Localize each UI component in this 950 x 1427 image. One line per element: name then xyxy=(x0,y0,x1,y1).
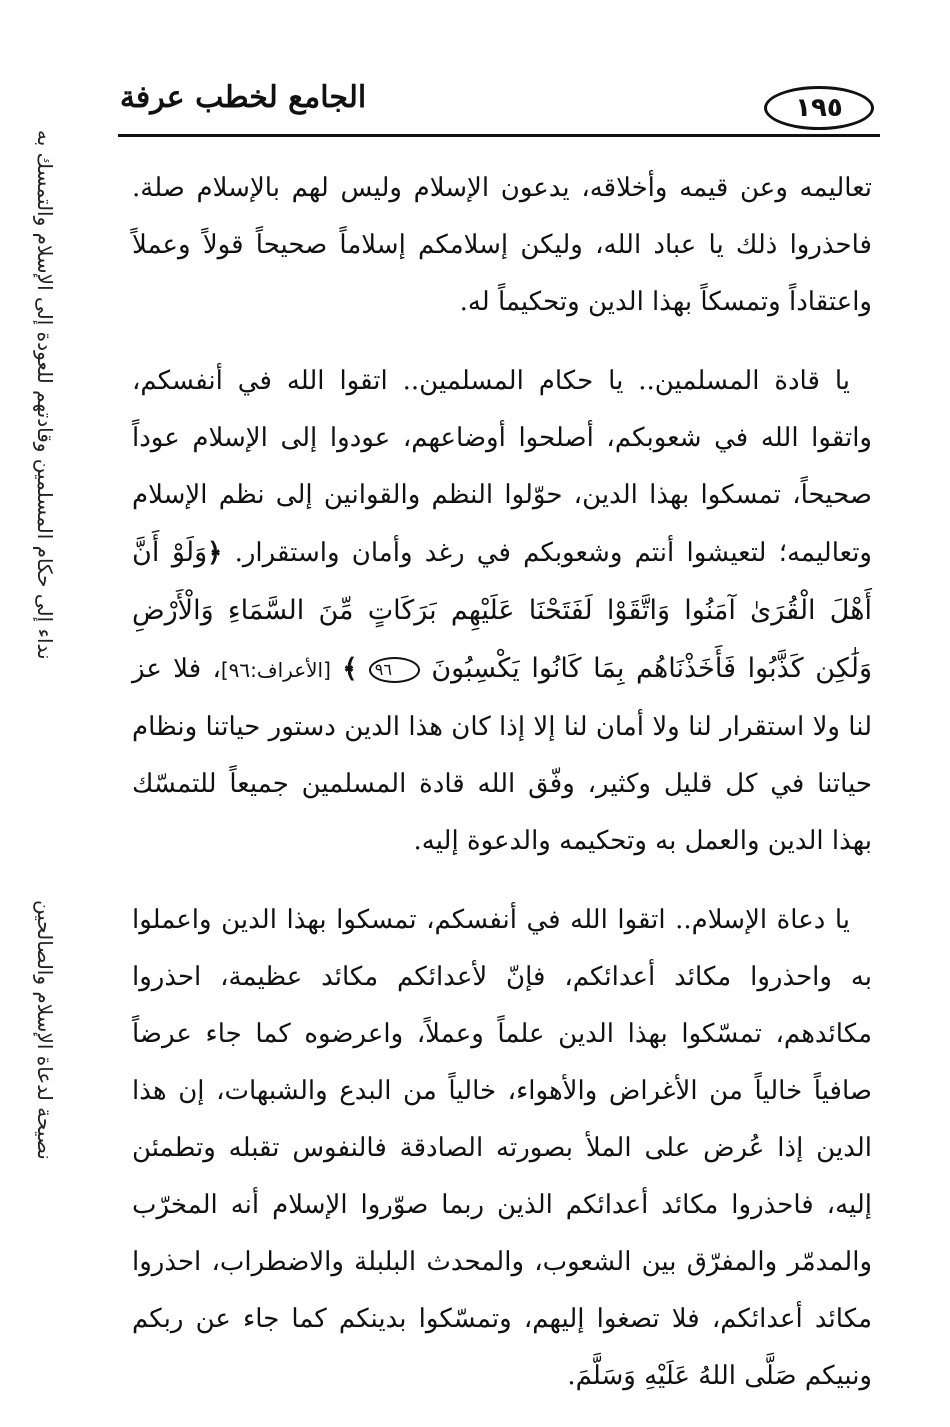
paragraph-3-end: . xyxy=(567,1361,576,1391)
paragraph-3 xyxy=(132,892,872,1405)
paragraph-2-rest: ، فلا عز لنا ولا استقرار لنا ولا أمان لنا إلا إذا كان هذا الدين دستور حياتنا ونظام حياتنا في كل قليل وكثير، وفّق الله قادة المسلمين جميعاً للتمسّك بهذا الدين والعمل به وتحكيمه والدعوة إليه. xyxy=(132,654,872,856)
paragraph-1-text: تعاليمه وعن قيمه وأخلاقه، يدعون الإسلام وليس لهم بالإسلام صلة. فاحذروا ذلك يا عباد الله، وليكن إسلامكم إسلاماً صحيحاً قولاً وعملاً واعتقاداً وتمسكاً بهذا الدين وتحكيماً له. xyxy=(132,173,872,317)
quran-bracket-close: ﴾ xyxy=(342,654,358,684)
paragraph-2-intro: يا قادة المسلمين.. يا حكام المسلمين.. اتقوا الله في أنفسكم، واتقوا الله في شعوبكم، أصلحوا أوضاعهم، عودوا إلى الإسلام عوداً صحيحاً، تمسكوا بهذا الدين، حوّلوا النظم والقوانين إلى نظم الإسلام وتعاليمه؛ لتعيشوا أنتم وشعوبكم في رغد وأمان واستقرار. xyxy=(132,366,872,568)
header-divider xyxy=(118,134,880,137)
margin-note-rulers: نداء إلى حكام المسلمين وقادتهم للعودة إلى الإسلام والتمسك به xyxy=(33,130,57,660)
verse-number: ٩٦ xyxy=(369,657,420,683)
paragraph-2 xyxy=(132,353,872,870)
margin-note-preachers: نصيحة لدعاة الإسلام والصالحين xyxy=(33,900,57,1160)
body-text xyxy=(132,160,872,1427)
page-header xyxy=(118,60,880,140)
paragraph-1 xyxy=(132,160,872,331)
salutation: صَلَّى اللهُ عَلَيْهِ وَسَلَّمَ xyxy=(575,1361,797,1391)
quran-bracket-open: ﴿ xyxy=(207,538,223,568)
verse-reference: [الأعراف:٩٦] xyxy=(220,658,331,682)
page-number-badge xyxy=(764,86,874,130)
page-number: ١٩٥ xyxy=(795,93,843,123)
running-title: الجامع لخطب عرفة xyxy=(119,80,367,115)
paragraph-3-text: يا دعاة الإسلام.. اتقوا الله في أنفسكم، تمسكوا بهذا الدين واعملوا به واحذروا مكائد أعدائكم، فإنّ لأعدائكم مكائد عظيمة، احذروا مكائدهم، تمسّكوا بهذا الدين علماً وعملاً، واعرضوه كما جاء عرضاً صافياً خالياً من الأغراض والأهواء، خالياً من البدع والشبهات، إن هذا الدين إذا عُرض على الملأ بصورته الصادقة فالنفوس تقبله وتطمئن إليه، فاحذروا مكائد أعدائكم الذين ربما صوّروا الإسلام أنه المخرّب والمدمّر والمفرّق بين الشعوب، والمحدث البلبلة والاضطراب، احذروا مكائد أعدائكم، فلا تصغوا إليهم، وتمسّكوا بدينكم كما جاء عن ربكم ونبيكم xyxy=(132,905,872,1391)
quran-verse: وَلَوْ أَنَّ أَهْلَ الْقُرَىٰ آمَنُوا وَاتَّقَوْا لَفَتَحْنَا عَلَيْهِم بَرَكَاتٍ مِّنَ السَّمَاءِ وَالْأَرْضِ وَلَٰكِن كَذَّبُوا فَأَخَذْنَاهُم بِمَا كَانُوا يَكْسِبُونَ xyxy=(132,537,873,684)
